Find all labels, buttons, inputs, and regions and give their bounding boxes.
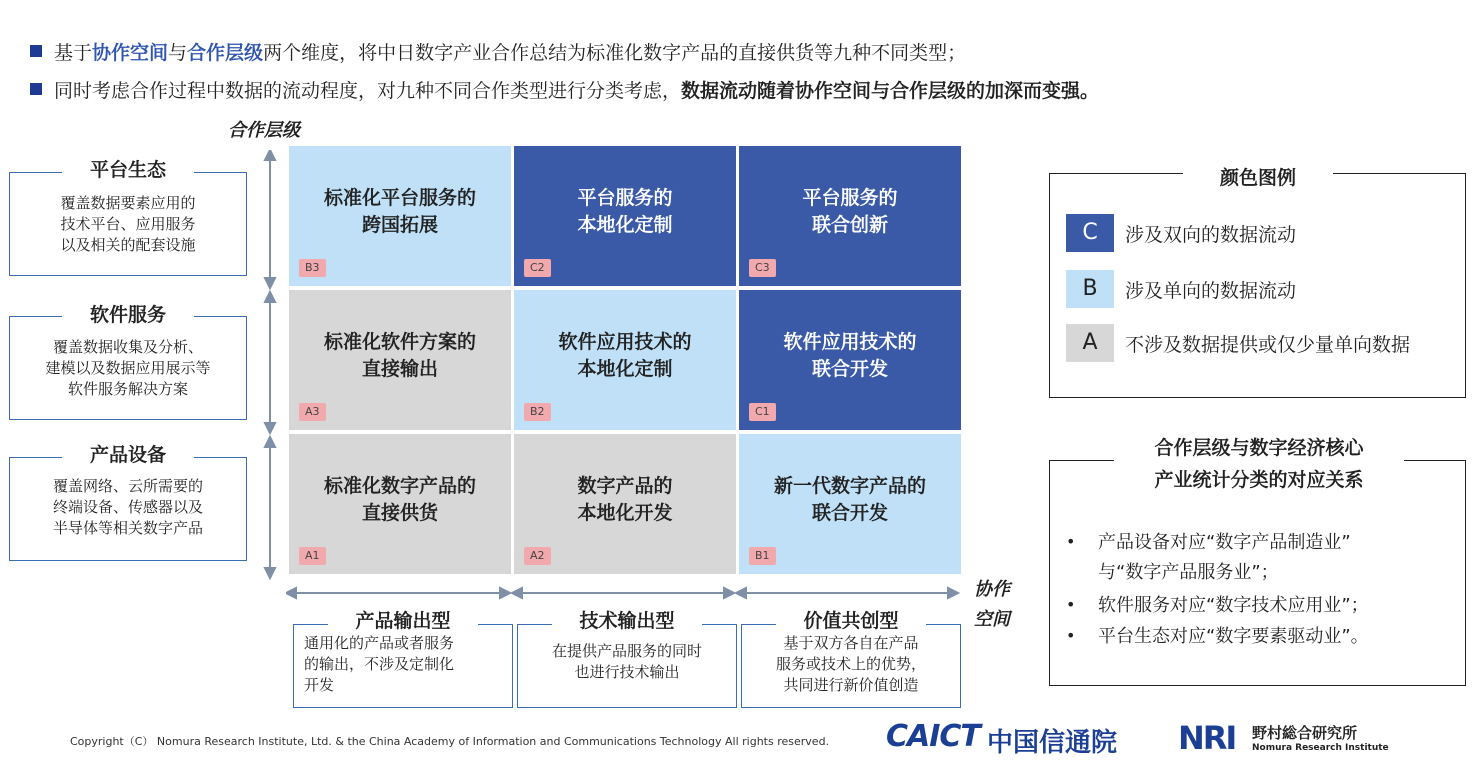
col-box-tech-output: 在提供产品服务的同时 也进行技术输出 [517,624,737,708]
relation-item-1: 产品设备对应“数字产品制造业” [1098,532,1351,553]
y-axis-label: 合作层级 [228,120,300,141]
bullet-dot-icon: • [1066,626,1076,645]
intro-bullet-1: 基于协作空间与合作层级两个维度，将中日数字产业合作总结为标准化数字产品的直接供货等九种不同类型； [30,38,966,65]
col-box-product-output: 通用化的产品或者服务 的输出，不涉及定制化 开发 [293,624,513,708]
copyright-text: Copyright（C） Nomura Research Institute, Ltd. & the China Academy of Information and Communications Technology All rights reserved. [70,735,830,748]
legend-text-c: 涉及双向的数据流动 [1125,224,1297,246]
relation-title: 合作层级与数字经济核心 产业统计分类的对应关系 [1114,432,1404,496]
cell-code-badge: C3 [749,259,776,277]
legend-swatch-b: B [1066,270,1114,308]
cell-a1: 标准化数字产品的 直接供货 A1 [289,434,511,574]
cell-code-badge: B2 [524,403,551,421]
cell-code-badge: B3 [299,259,326,277]
legend-swatch-a: A [1066,324,1114,362]
caict-logo-cn: 中国信通院 [987,728,1118,758]
cell-code-badge: A1 [299,547,326,565]
x-axis-label: 协作 空间 [974,579,1010,630]
col-title-tech-output: 技术输出型 [552,606,702,633]
cell-b1: 新一代数字产品的 联合开发 B1 [739,434,961,574]
legend-title: 颜色图例 [1183,163,1333,190]
cell-code-badge: A2 [524,547,551,565]
relation-item-2: 软件服务对应“数字技术应用业”； [1098,595,1369,616]
row-title-platform: 平台生态 [62,155,194,182]
cell-code-badge: A3 [299,403,326,421]
bullet-square-icon [30,45,42,57]
cell-c2: 平台服务的 本地化定制 C2 [514,146,736,286]
nri-name-cn: 野村総合研究所 [1252,724,1358,742]
cell-a2: 数字产品的 本地化开发 A2 [514,434,736,574]
cell-code-badge: C1 [749,403,776,421]
cell-code-badge: C2 [524,259,551,277]
col-title-product-output: 产品输出型 [328,606,478,633]
row-box-software: 覆盖数据收集及分析、 建模以及数据应用展示等 软件服务解决方案 [9,316,247,420]
nri-logo: NRI [1178,719,1236,757]
bullet-square-icon [30,83,42,95]
row-title-software: 软件服务 [62,300,194,327]
x-axis-arrows [286,585,966,601]
cell-c1: 软件应用技术的 联合开发 C1 [739,290,961,430]
nri-name-en: Nomura Research Institute [1252,743,1389,753]
row-box-platform: 覆盖数据要素应用的 技术平台、应用服务 以及相关的配套设施 [9,172,247,276]
col-title-value-cocreation: 价值共创型 [776,606,926,633]
row-box-product: 覆盖网络、云所需要的 终端设备、传感器以及 半导体等相关数字产品 [9,457,247,561]
legend-text-a: 不涉及数据提供或仅少量单向数据 [1125,334,1411,356]
legend-text-b: 涉及单向的数据流动 [1125,280,1297,302]
cell-b2: 软件应用技术的 本地化定制 B2 [514,290,736,430]
y-axis-arrows [262,150,278,580]
intro-bullet-2: 同时考虑合作过程中数据的流动程度，对九种不同合作类型进行分类考虑，数据流动随着协作空间与合作层级的加深而变强。 [30,76,1099,103]
row-title-product: 产品设备 [62,440,194,467]
cell-c3: 平台服务的 联合创新 C3 [739,146,961,286]
relation-item-1-cont: 与“数字产品服务业”； [1098,562,1279,583]
bullet-dot-icon: • [1066,595,1076,614]
bullet-dot-icon: • [1066,532,1076,551]
caict-logo: CAICT [886,719,980,754]
cell-a3: 标准化软件方案的 直接输出 A3 [289,290,511,430]
relation-item-3: 平台生态对应“数字要素驱动业”。 [1098,626,1369,647]
legend-swatch-c: C [1066,214,1114,252]
col-box-value-cocreation: 基于双方各自在产品 服务或技术上的优势， 共同进行新价值创造 [741,624,961,708]
cell-code-badge: B1 [749,547,776,565]
cell-b3: 标准化平台服务的 跨国拓展 B3 [289,146,511,286]
